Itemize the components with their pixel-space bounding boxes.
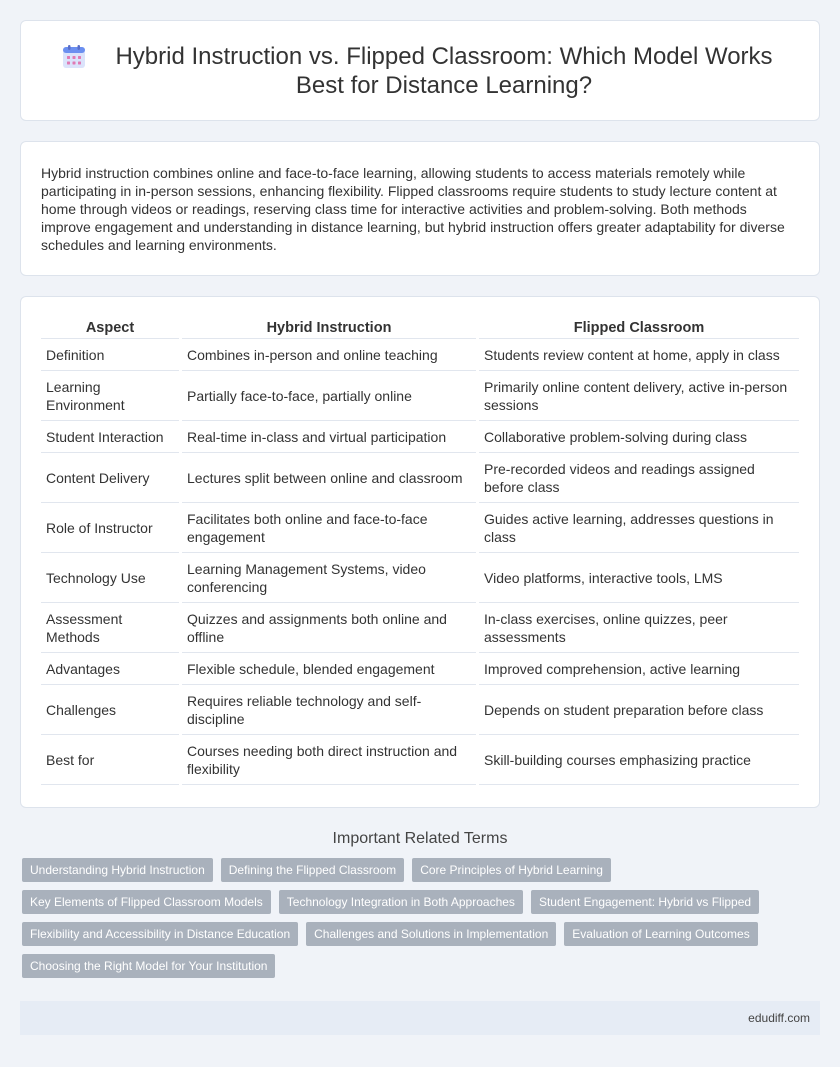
related-terms-section (0, 830, 840, 986)
table-cell-flipped: Primarily online content delivery, active in-person sessions (479, 372, 799, 421)
table-cell-aspect: Role of Instructor (41, 504, 179, 553)
table-cell-hybrid: Facilitates both online and face-to-face engagement (182, 504, 476, 553)
related-term-tag[interactable]: Student Engagement: Hybrid vs Flipped (531, 890, 759, 914)
table-cell-hybrid: Partially face-to-face, partially online (182, 372, 476, 421)
table-cell-hybrid: Requires reliable technology and self-discipline (182, 686, 476, 735)
table-cell-flipped: Collaborative problem-solving during class (479, 422, 799, 453)
related-term-tag[interactable]: Technology Integration in Both Approaches (279, 890, 523, 914)
table-cell-flipped: Guides active learning, addresses questions in class (479, 504, 799, 553)
summary-card (20, 141, 820, 276)
table-cell-hybrid: Real-time in-class and virtual participation (182, 422, 476, 453)
table-cell-hybrid: Quizzes and assignments both online and offline (182, 604, 476, 653)
table-cell-aspect: Advantages (41, 654, 179, 685)
table-row (41, 372, 799, 421)
comparison-table-card (20, 296, 820, 808)
related-term-tag[interactable]: Understanding Hybrid Instruction (22, 858, 213, 882)
header-hybrid: Hybrid Instruction (182, 317, 476, 339)
table-cell-hybrid: Flexible schedule, blended engagement (182, 654, 476, 685)
table-cell-flipped: Skill-building courses emphasizing practice (479, 736, 799, 785)
related-term-tag[interactable]: Challenges and Solutions in Implementation (306, 922, 556, 946)
table-row (41, 654, 799, 685)
table-header-row (41, 317, 799, 339)
table-row (41, 340, 799, 371)
related-terms-title: Important Related Terms (332, 830, 508, 847)
table-cell-hybrid: Courses needing both direct instruction and flexibility (182, 736, 476, 785)
table-row (41, 604, 799, 653)
related-term-tag[interactable]: Defining the Flipped Classroom (221, 858, 404, 882)
related-term-tag[interactable]: Choosing the Right Model for Your Institution (22, 954, 275, 978)
table-row (41, 736, 799, 785)
related-term-tag[interactable]: Key Elements of Flipped Classroom Models (22, 890, 271, 914)
page-title: Hybrid Instruction vs. Flipped Classroom: Which Model Works Best for Distance Learning? (115, 42, 773, 99)
related-term-tag[interactable]: Evaluation of Learning Outcomes (564, 922, 757, 946)
summary-text: Hybrid instruction combines online and face-to-face learning, allowing students to access materials remotely while participating in in-person sessions, enhancing flexibility. Flipped classrooms require students to study lecture content at home through videos or readings, reserving class time for interactive activities and problem-solving. Both methods improve engagement and understanding in distance learning, but hybrid instruction offers greater adaptability for diverse schedules and learning environments. (41, 165, 785, 253)
table-cell-flipped: Depends on student preparation before class (479, 686, 799, 735)
related-term-tag[interactable]: Flexibility and Accessibility in Distance Education (22, 922, 298, 946)
footer-brand-link[interactable]: edudiff.com (748, 1011, 810, 1025)
table-cell-aspect: Best for (41, 736, 179, 785)
table-cell-flipped: Improved comprehension, active learning (479, 654, 799, 685)
table-row (41, 454, 799, 503)
table-cell-aspect: Assessment Methods (41, 604, 179, 653)
table-cell-aspect: Student Interaction (41, 422, 179, 453)
table-cell-flipped: Video platforms, interactive tools, LMS (479, 554, 799, 603)
table-cell-aspect: Technology Use (41, 554, 179, 603)
table-cell-aspect: Learning Environment (41, 372, 179, 421)
header-aspect: Aspect (41, 317, 179, 339)
title-card (20, 20, 820, 121)
comparison-table (38, 316, 802, 786)
table-cell-flipped: Pre-recorded videos and readings assigned before class (479, 454, 799, 503)
table-row (41, 504, 799, 553)
footer (20, 1001, 820, 1035)
table-cell-flipped: In-class exercises, online quizzes, peer assessments (479, 604, 799, 653)
table-row (41, 686, 799, 735)
table-cell-hybrid: Lectures split between online and classroom (182, 454, 476, 503)
table-cell-aspect: Challenges (41, 686, 179, 735)
table-cell-aspect: Definition (41, 340, 179, 371)
table-cell-hybrid: Learning Management Systems, video conferencing (182, 554, 476, 603)
table-cell-flipped: Students review content at home, apply in class (479, 340, 799, 371)
table-row (41, 554, 799, 603)
table-cell-aspect: Content Delivery (41, 454, 179, 503)
table-row (41, 422, 799, 453)
related-terms-tags (0, 858, 840, 986)
related-term-tag[interactable]: Core Principles of Hybrid Learning (412, 858, 611, 882)
calendar-icon (61, 44, 87, 70)
table-cell-hybrid: Combines in-person and online teaching (182, 340, 476, 371)
header-flipped: Flipped Classroom (479, 317, 799, 339)
